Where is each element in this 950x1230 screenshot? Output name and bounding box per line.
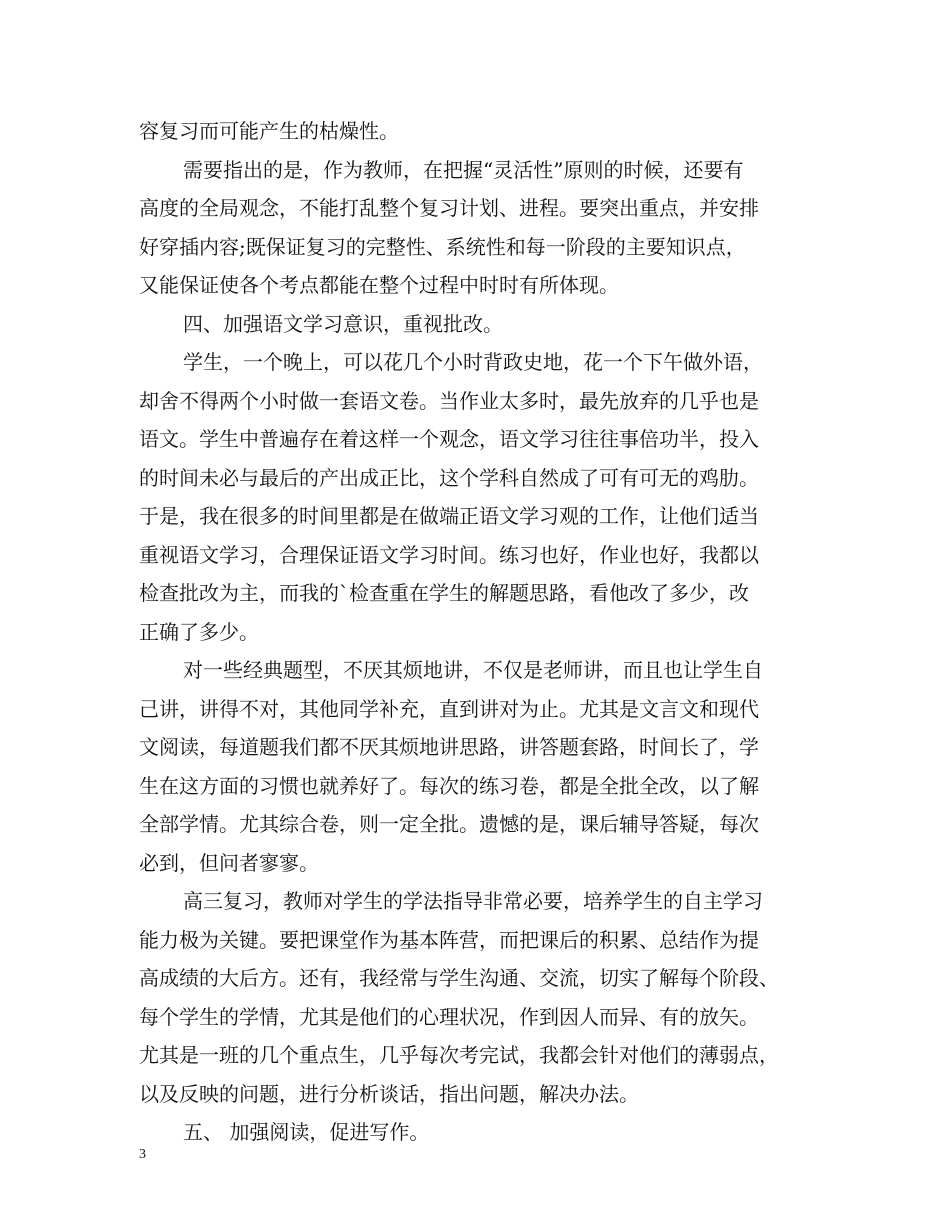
paragraph-start-line: 对一些经典题型，不厌其烦地讲，不仅是老师讲，而且也让学生自: [183, 658, 763, 682]
text-line: 容复习而可能产生的枯燥性。: [139, 119, 399, 143]
text-line: 好穿插内容;既保证复习的完整性、系统性和每一阶段的主要知识点，: [139, 234, 746, 259]
paragraph-start-line: 学生，一个晚上，可以花几个小时背政史地，花一个下午做外语，: [183, 350, 763, 374]
section-heading: 四、加强语文学习意识，重视批改。: [183, 311, 503, 336]
text-line: 必到，但问者寥寥。: [139, 850, 319, 875]
text-line: 以及反映的问题，进行分析谈话，指出问题，解决办法。: [139, 1081, 639, 1106]
text-line: 的时间未必与最后的产出成正比，这个学科自然成了可有可无的鸡肋。: [139, 465, 759, 490]
text-line: 高度的全局观念，不能打乱整个复习计划、进程。要突出重点，并安排: [139, 196, 759, 220]
text-line: 每个学生的学情，尤其是他们的心理状况，作到因人而异、有的放矢。: [139, 1004, 759, 1029]
text-line: 文阅读，每道题我们都不厌其烦地讲思路，讲答题套路，时间长了，学: [139, 735, 759, 759]
text-line: 语文。学生中普遍存在着这样一个观念，语文学习往往事倍功半，投入: [139, 427, 759, 451]
text-line: 却舍不得两个小时做一套语文卷。当作业太多时，最先放弃的几乎也是: [139, 388, 759, 413]
text-line: 检查批改为主，而我的`检查重在学生的解题思路，看他改了多少，改: [139, 581, 749, 605]
text-line: 于是，我在很多的时间里都是在做端正语文学习观的工作，让他们适当: [139, 504, 759, 528]
text-line: 能力极为关键。要把课堂作为基本阵营，而把课后的积累、总结作为提: [139, 927, 759, 952]
text-line: 生在这方面的习惯也就养好了。每次的练习卷，都是全批全改，以了解: [139, 773, 759, 798]
text-line: 正确了多少。: [139, 619, 259, 644]
text-line: 己讲，讲得不对，其他同学补充，直到讲对为止。尤其是文言文和现代: [139, 696, 759, 721]
paragraph-start-line: 需要指出的是，作为教师，在把握“灵活性”原则的时候，还要有: [183, 157, 744, 182]
document-body: [139, 112, 839, 1152]
section-heading: 五、 加强阅读，促进写作。: [183, 1120, 430, 1144]
paragraph-start-line: 高三复习，教师对学生的学法指导非常必要，培养学生的自主学习: [183, 889, 763, 913]
page-number: 3: [139, 1147, 146, 1162]
text-line: 又能保证使各个考点都能在整个过程中时时有所体现。: [139, 273, 619, 297]
text-line: 重视语文学习，合理保证语文学习时间。练习也好，作业也好，我都以: [139, 542, 759, 567]
text-line: 尤其是一班的几个重点生，几乎每次考完试，我都会针对他们的薄弱点，: [139, 1043, 779, 1067]
text-line: 高成绩的大后方。还有，我经常与学生沟通、交流，切实了解每个阶段、: [139, 966, 779, 990]
text-line: 全部学情。尤其综合卷，则一定全批。遗憾的是，课后辅导答疑，每次: [139, 812, 759, 836]
